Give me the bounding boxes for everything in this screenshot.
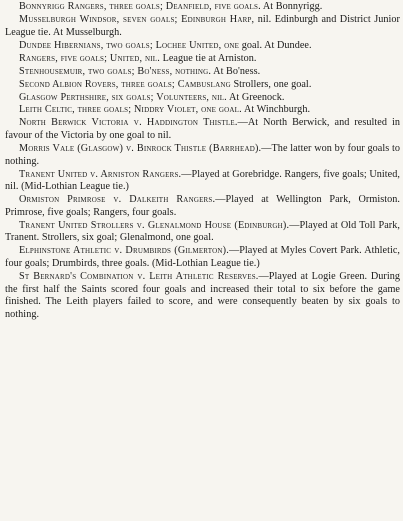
match-report	[5, 79, 400, 92]
match-report	[5, 104, 400, 117]
match-teams: Glasgow Perthshire, six goals; Volunteers, nil.	[19, 91, 227, 103]
match-detail: —Played at Wellington Park, Ormiston. Primrose, five goals; Rangers, four goals.	[5, 194, 400, 218]
match-detail: League tie at Arniston.	[162, 52, 257, 64]
match-report	[5, 169, 400, 194]
match-detail: At Greenock.	[228, 91, 285, 103]
match-report	[5, 66, 400, 79]
match-report	[5, 271, 400, 321]
match-report	[5, 143, 400, 168]
match-teams: Leith Celtic, three goals; Niddry Violet, one goal.	[19, 104, 242, 116]
match-teams: St Bernard's Combination v. Leith Athletic Reserves.	[19, 270, 259, 282]
match-detail: —Played at Myles Covert Park. Athletic, four goals; Drumbirds, three goals. (Mid-Lothian League tie.)	[5, 245, 401, 269]
match-report	[5, 53, 400, 66]
match-report	[5, 40, 400, 53]
match-teams: Second Albion Rovers, three goals; Cambuslang	[19, 78, 231, 90]
match-teams: Tranent United v. Arniston Rangers.	[19, 168, 182, 180]
match-report	[5, 1, 400, 14]
match-detail: —Played at Logie Green. During the first half the Saints scored four goals and increased their total to six before the game finished. The Leith players failed to score, and were consequently beaten by six goals to nothing.	[5, 270, 400, 320]
match-teams: Dundee Hibernians, two goals; Lochee United, one	[19, 39, 240, 51]
match-report	[5, 117, 400, 142]
match-teams: Bonnyrigg Rangers, three goals; Deanfield, five goals.	[19, 1, 261, 12]
match-report	[5, 220, 400, 245]
match-detail: —The latter won by four goals to nothing.	[5, 143, 400, 167]
match-detail: At Bo'ness.	[213, 65, 261, 77]
match-detail: Strollers, one goal.	[233, 78, 312, 90]
match-detail: —At North Berwick, and resulted in favour of the Victoria by one goal to nil.	[5, 117, 400, 142]
match-teams: Stenhousemuir, two goals; Bo'ness, nothing.	[19, 65, 212, 77]
match-detail: goal. At Dundee.	[241, 39, 312, 51]
match-report	[5, 194, 400, 219]
match-report	[5, 245, 400, 270]
match-teams: Musselburgh Windsor, seven goals; Edinburgh Harp,	[19, 13, 255, 25]
match-detail: At Bonnyrigg.	[262, 1, 323, 12]
match-teams: Morris Vale (Glasgow) v. Binrock Thistle (Barrhead).	[19, 143, 262, 155]
match-detail: At Winchburgh.	[243, 104, 311, 116]
match-teams: Rangers, five goals; United, nil.	[19, 52, 160, 64]
match-detail: —Played at Old Toll Park, Tranent. Strollers, six goal; Glenalmond, one goal.	[5, 219, 400, 244]
match-teams: North Berwick Victoria v. Haddington Thistle.	[19, 117, 238, 129]
match-report	[5, 92, 400, 105]
match-teams: Elphinstone Athletic v. Drumbirds (Gilmerton).	[19, 245, 229, 257]
match-teams: Tranent United Strollers v. Glenalmond House (Edinburgh).	[19, 219, 290, 231]
match-teams: Ormiston Primrose v. Dalkeith Rangers.	[19, 194, 216, 206]
match-detail: nil. Edinburgh and District Junior League tie. At Musselburgh.	[5, 13, 400, 38]
match-report	[5, 14, 400, 39]
match-detail: —Played at Gorebridge. Rangers, five goals; United, nil. (Mid-Lothian League tie.)	[5, 168, 400, 193]
